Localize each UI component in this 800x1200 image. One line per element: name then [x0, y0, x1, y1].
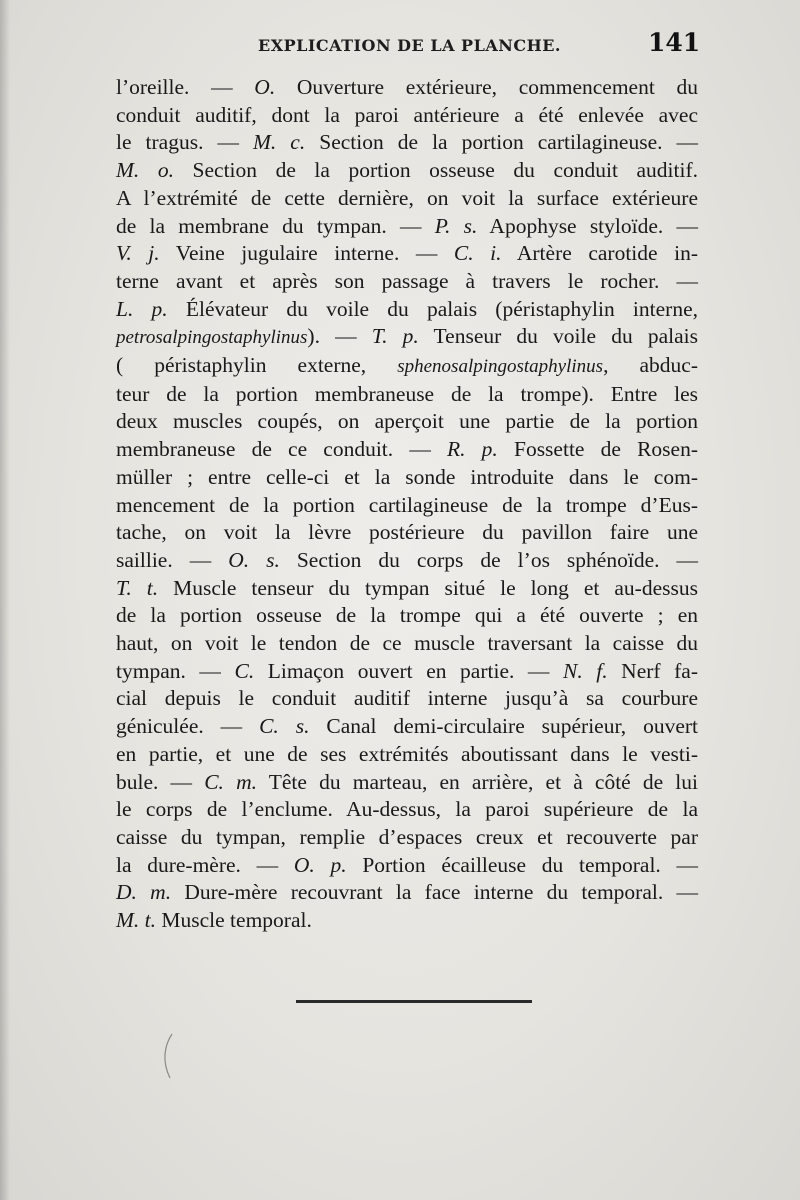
- text-line: [116, 824, 698, 852]
- text-run: Portion écailleuse du temporal. —: [346, 852, 699, 877]
- text-run: Section du corps de l’os sphénoïde. —: [279, 547, 698, 572]
- text-line: [116, 213, 698, 241]
- plate-explanation-text: [116, 74, 698, 935]
- text-run: caisse du tympan, remplie d’espaces creux et recouverte par: [116, 824, 698, 849]
- text-run: tympan. —: [116, 658, 235, 683]
- text-line: [116, 852, 698, 880]
- text-line: [116, 879, 698, 907]
- text-run: müller ; entre celle-ci et la sonde introduite dans le com-: [116, 464, 698, 489]
- figure-label: C.: [234, 658, 255, 683]
- figure-label: T. t.: [116, 575, 159, 600]
- text-run: Apophyse styloïde. —: [477, 213, 698, 238]
- text-run: membraneuse de ce conduit. —: [116, 437, 447, 462]
- text-run: de la portion osseuse de la trompe qui a été ouverte ; en: [116, 603, 698, 628]
- latin-term: sphenosalpingostaphylinus: [397, 356, 604, 378]
- text-line: [116, 102, 698, 130]
- text-run: Artère carotide in-: [501, 241, 698, 266]
- text-run: de la membrane du tympan. —: [116, 213, 435, 238]
- text-run: Section de la portion osseuse du conduit auditif.: [173, 158, 698, 183]
- text-line: [116, 464, 698, 492]
- text-run: la dure-mère. —: [116, 852, 294, 877]
- text-run: ( péristaphylin externe,: [116, 353, 398, 378]
- text-run: deux muscles coupés, on aperçoit une partie de la portion: [116, 409, 698, 434]
- text-run: Tenseur du voile du palais: [418, 324, 698, 349]
- text-line: [116, 240, 698, 268]
- text-line: [116, 630, 698, 658]
- figure-label: L. p.: [116, 296, 168, 321]
- text-line: [116, 796, 698, 824]
- text-run: Section de la portion cartilagineuse. —: [305, 130, 699, 155]
- running-head: EXPLICATION DE LA PLANCHE.: [258, 36, 561, 55]
- figure-label: T. p.: [371, 324, 419, 349]
- text-run: , abduc-: [603, 353, 698, 378]
- gutter-shadow: [0, 0, 10, 1200]
- text-run: conduit auditif, dont la paroi antérieure a été enlevée avec: [116, 102, 698, 127]
- figure-label: R. p.: [447, 437, 498, 462]
- text-line: [116, 185, 698, 213]
- figure-label: D. m.: [116, 880, 172, 905]
- text-run: Canal demi-circulaire supérieur, ouvert: [309, 714, 698, 739]
- text-line: [116, 519, 698, 547]
- text-run: saillie. —: [116, 547, 229, 572]
- text-line: [116, 408, 698, 436]
- text-run: Fossette de Rosen-: [497, 437, 698, 462]
- text-run: Ouverture extérieure, commencement du: [275, 75, 698, 99]
- text-run: Élévateur du voile du palais (péristaphylin interne,: [167, 296, 698, 321]
- figure-label: O. p.: [293, 852, 347, 877]
- figure-label: V. j.: [116, 241, 160, 266]
- figure-label: M. o.: [116, 158, 174, 183]
- figure-label: C. s.: [259, 714, 310, 739]
- text-run: ). —: [307, 324, 372, 349]
- closing-rule: [296, 1000, 532, 1003]
- text-line: [116, 323, 698, 352]
- text-line: [116, 769, 698, 797]
- text-run: Tête du marteau, en arrière, et à côté de lui: [256, 769, 698, 794]
- text-run: Veine jugulaire interne. —: [159, 241, 454, 266]
- text-run: cial depuis le conduit auditif interne jusqu’à sa courbure: [116, 686, 698, 711]
- text-line: [116, 658, 698, 686]
- text-run: bule. —: [116, 769, 205, 794]
- text-run: Muscle temporal.: [156, 908, 312, 933]
- text-run: le corps de l’enclume. Au-dessus, la paroi supérieure de la: [116, 797, 698, 822]
- pencil-mark: [158, 1032, 178, 1080]
- text-run: Nerf fa-: [607, 658, 698, 683]
- figure-label: M. c.: [253, 130, 306, 155]
- text-run: haut, on voit le tendon de ce muscle traversant la caisse du: [116, 631, 698, 656]
- text-run: l’oreille. —: [116, 75, 255, 99]
- text-line: [116, 907, 698, 935]
- text-line: [116, 575, 698, 603]
- figure-label: M. t.: [116, 908, 157, 933]
- figure-label: P. s.: [434, 213, 478, 238]
- text-line: [116, 547, 698, 575]
- text-line: [116, 268, 698, 296]
- text-run: mencement de la portion cartilagineuse de la trompe d’Eus-: [116, 492, 698, 517]
- text-line: [116, 296, 698, 324]
- text-run: terne avant et après son passage à travers le rocher. —: [116, 268, 698, 293]
- figure-label: N. f.: [563, 658, 608, 683]
- figure-label: O. s.: [228, 547, 280, 572]
- text-run: Dure-mère recouvrant la face interne du temporal. —: [171, 880, 698, 905]
- text-run: en partie, et une de ses extrémités aboutissant dans le vesti-: [116, 741, 698, 766]
- text-line: [116, 602, 698, 630]
- text-line: [116, 741, 698, 769]
- text-run: teur de la portion membraneuse de la trompe). Entre les: [116, 381, 698, 406]
- text-line: [116, 436, 698, 464]
- text-run: A l’extrémité de cette dernière, on voit la surface extérieure: [116, 185, 698, 210]
- figure-label: O.: [254, 75, 276, 99]
- text-line: [116, 713, 698, 741]
- text-run: géniculée. —: [116, 714, 260, 739]
- figure-label: C. i.: [453, 241, 502, 266]
- text-run: Muscle tenseur du tympan situé le long et au-dessus: [158, 575, 698, 600]
- text-line: [116, 352, 698, 381]
- page-number: 141: [648, 28, 701, 57]
- text-line: [116, 129, 698, 157]
- text-line: [116, 157, 698, 185]
- text-run: Limaçon ouvert en partie. —: [254, 658, 563, 683]
- text-line: [116, 381, 698, 409]
- text-line: [116, 685, 698, 713]
- figure-label: C. m.: [204, 769, 257, 794]
- latin-term: petrosalpingostaphylinus: [116, 327, 308, 349]
- text-line: [116, 74, 698, 102]
- text-run: le tragus. —: [116, 130, 253, 155]
- text-run: tache, on voit la lèvre postérieure du pavillon faire une: [116, 520, 698, 545]
- text-line: [116, 492, 698, 520]
